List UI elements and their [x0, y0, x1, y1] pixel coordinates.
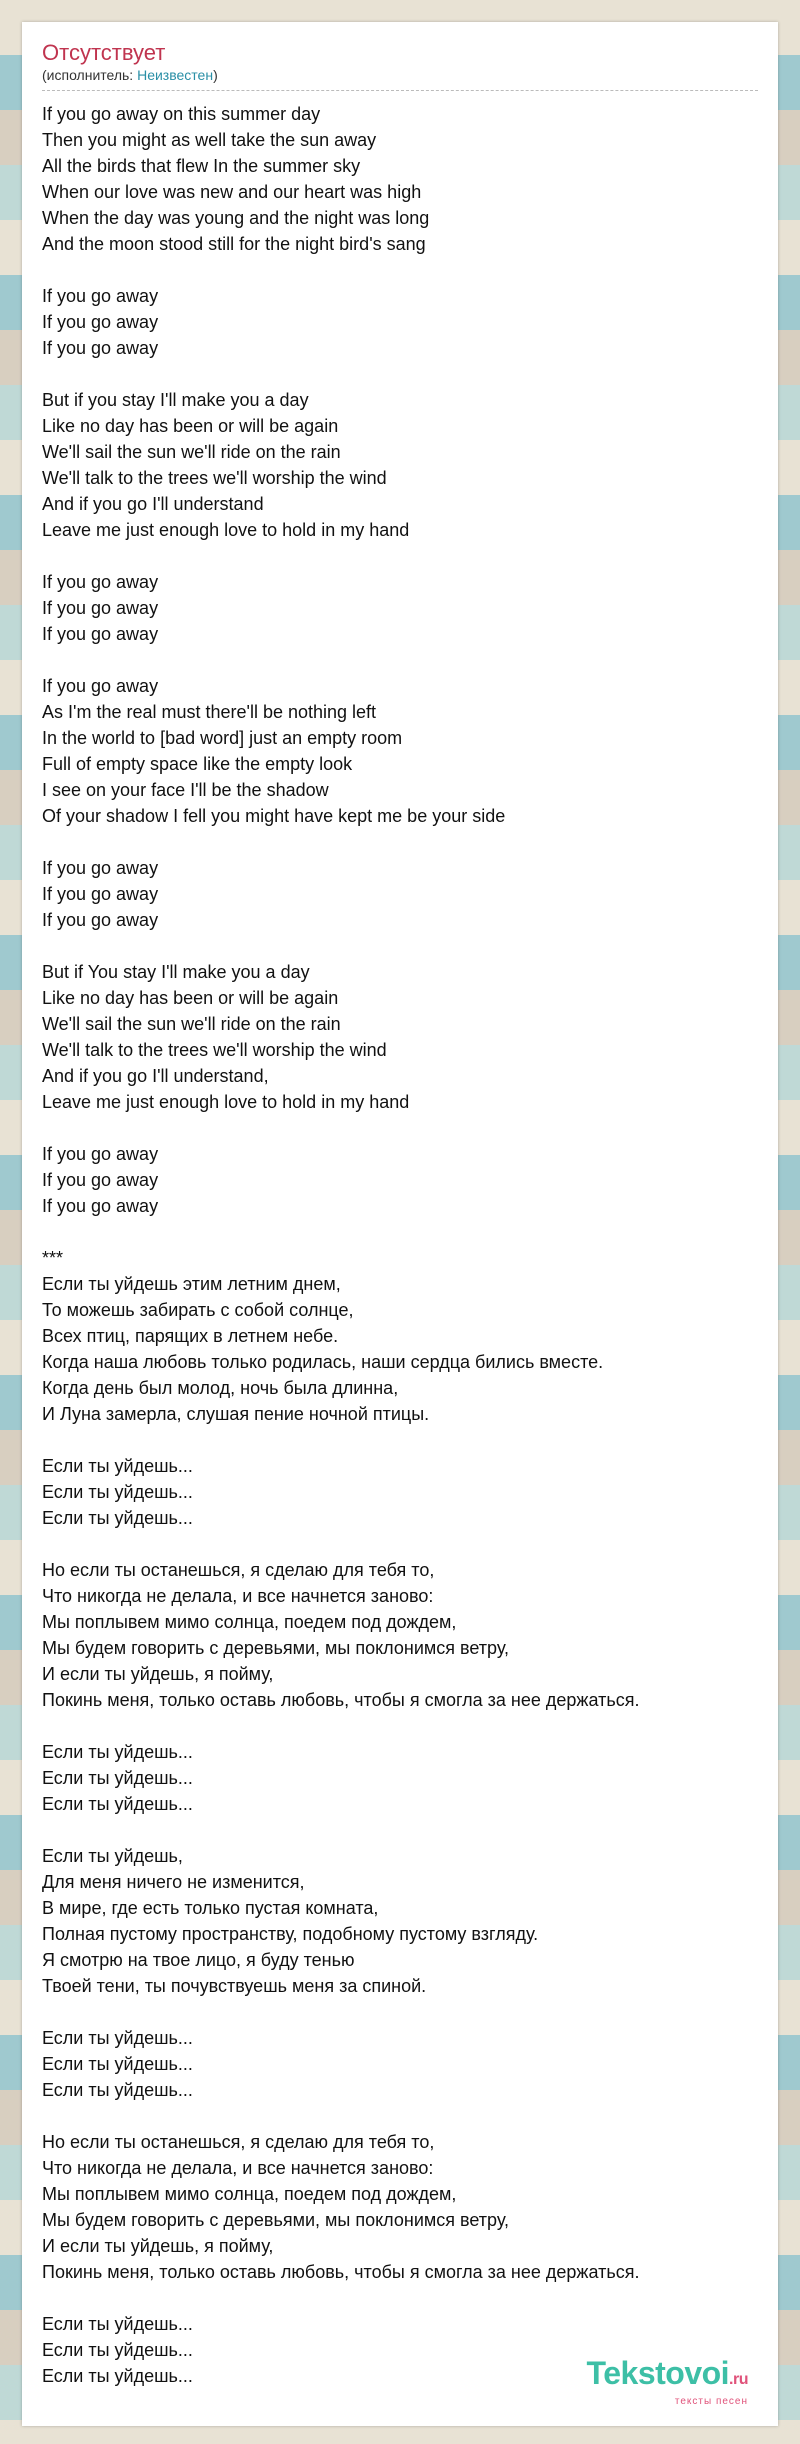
site-logo[interactable] [587, 2357, 748, 2408]
song-title: Отсутствует [42, 40, 166, 65]
logo-tld: .ru [729, 2371, 748, 2388]
lyrics-card [22, 22, 778, 2426]
lyrics-text: If you go away on this summer day Then you might as well take the sun away All the birds that flew In the summer sky When our love was new and our heart was high When the day was young and the night was long And the moon stood still for the night bird's sang If you go away If you go away If you go away But if you stay I'll make you a day Like no day has been or will be again We'll sail the sun we'll ride on the rain We'll talk to the trees we'll worship the wind And if you go I'll understand Leave me just enough love to hold in my hand If you go away If you go away If you go away If you go away As I'm the real must there'll be nothing left In the world to [bad word] just an empty room Full of empty space like the empty look I see on your face I'll be the shadow Of your shadow I fell you might have kept me be your side If you go away If you go away If you go away But if You stay I'll make you a day Like no day has been or will be again We'll sail the sun we'll ride on the rain We'll talk to the trees we'll worship the wind And if you go I'll understand, Leave me just enough love to hold in my hand If you go away If you go away If you go away *** Если ты уйдешь этим летним днем, То можешь забирать с собой солнце, Всех птиц, парящих в летнем небе. Когда наша любовь только родилась, наши сердца бились вместе. Когда день был молод, ночь была длинна, И Луна замерла, слушая пение ночной птицы. Если ты уйдешь... Если ты уйдешь... Если ты уйдешь... Но если ты останешься, я сделаю для тебя то, Что никогда не делала, и все начнется заново: Мы поплывем мимо солнца, поедем под дождем, Мы будем говорить с деревьями, мы поклонимся ветру, И если ты уйдешь, я пойму, Покинь меня, только оставь любовь, чтобы я смогла за нее держаться. Если ты уйдешь... Если ты уйдешь... Если ты уйдешь... Если ты уйдешь, Для меня ничего не изменится, В мире, где есть только пустая комната, Полная пустому пространству, подобному пустому взгляду. Я смотрю на твое лицо, я буду тенью Твоей тени, ты почувствуешь меня за спиной. Если ты уйдешь... Если ты уйдешь... Если ты уйдешь... Но если ты останешься, я сделаю для тебя то, Что никогда не делала, и все начнется заново: Мы поплывем мимо солнца, поедем под дождем, Мы будем говорить с деревьями, мы поклонимся ветру, И если ты уйдешь, я пойму, Покинь меня, только оставь любовь, чтобы я смогла за нее держаться. Если ты уйдешь... Если ты уйдешь... Если ты уйдешь... [42, 104, 640, 2386]
logo-name: Tekstovoi [586, 2355, 730, 2391]
artist-suffix: ) [213, 67, 218, 83]
logo-tagline: тексты песен [674, 2396, 748, 2407]
artist-line [42, 66, 758, 91]
artist-link[interactable]: Неизвестен [137, 67, 214, 83]
logo-wordmark [587, 2357, 748, 2396]
artist-prefix: (исполнитель: [42, 67, 138, 83]
